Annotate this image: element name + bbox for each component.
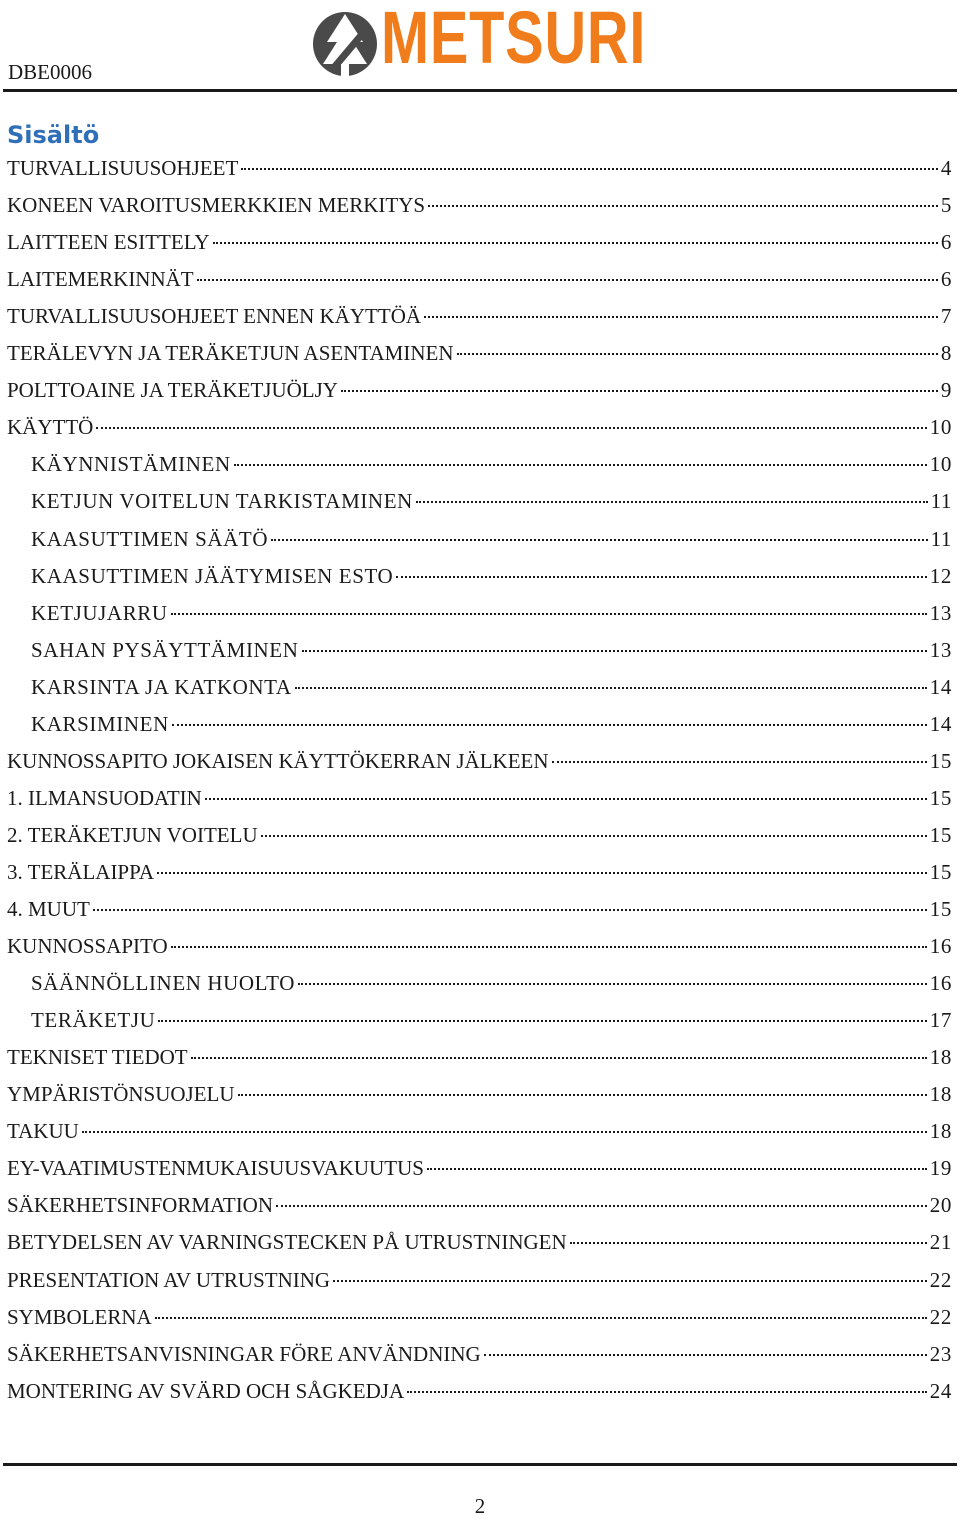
- toc-entry[interactable]: [7, 1299, 952, 1335]
- toc-entry-page: 18: [929, 1045, 952, 1070]
- toc-entry-page: 18: [929, 1119, 952, 1144]
- toc-entry-page: 19: [929, 1156, 952, 1181]
- toc-dot-leader: [333, 1280, 927, 1282]
- toc-entry-label: TURVALLISUUSOHJEET: [7, 156, 239, 180]
- toc-entry[interactable]: [7, 335, 952, 371]
- toc-entry-label: KONEEN VAROITUSMERKKIEN MERKITYS: [7, 193, 426, 218]
- toc-entry-page: 4: [940, 156, 952, 180]
- toc-entry-label: 2. TERÄKETJUN VOITELU: [7, 822, 258, 847]
- toc-entry-page: 15: [929, 785, 952, 810]
- page-number: 2: [474, 1494, 486, 1518]
- toc-entry-label: 3. TERÄLAIPPA: [7, 859, 155, 884]
- toc-entry[interactable]: [31, 1002, 952, 1038]
- toc-dot-leader: [96, 427, 926, 429]
- toc-entry-page: 13: [929, 637, 952, 662]
- toc-entry[interactable]: [31, 965, 952, 1001]
- toc-entry[interactable]: [7, 1187, 952, 1223]
- toc-entry[interactable]: [7, 854, 952, 890]
- toc-entry-label: SÄÄNNÖLLINEN HUOLTO: [31, 971, 295, 996]
- tree-emblem-icon: [311, 6, 379, 82]
- toc-entry[interactable]: [31, 558, 952, 594]
- page-header: [0, 0, 960, 92]
- toc-dot-leader: [171, 946, 927, 948]
- toc-dot-leader: [213, 242, 938, 244]
- toc-dot-leader: [276, 1205, 927, 1207]
- toc-entry-page: 15: [929, 859, 952, 884]
- toc-dot-leader: [238, 1094, 927, 1096]
- toc-entry-page: 21: [929, 1230, 952, 1255]
- toc-dot-leader: [157, 872, 927, 874]
- toc-entry-label: TERÄKETJU: [31, 1008, 156, 1033]
- toc-dot-leader: [457, 353, 938, 355]
- toc-entry[interactable]: [7, 780, 952, 816]
- toc-dot-leader: [155, 1317, 927, 1319]
- toc-dot-leader: [271, 539, 927, 541]
- toc-entry-page: 18: [929, 1082, 952, 1107]
- toc-entry-page: 14: [929, 674, 952, 699]
- toc-entry-page: 22: [929, 1304, 952, 1329]
- document-code: DBE0006: [8, 60, 92, 84]
- toc-entry-label: EY-VAATIMUSTENMUKAISUUSVAKUUTUS: [7, 1156, 424, 1181]
- toc-entry-page: 6: [940, 267, 952, 292]
- toc-dot-leader: [197, 279, 938, 281]
- toc-dot-leader: [302, 650, 927, 652]
- toc-entry-page: 10: [929, 452, 952, 477]
- toc-dot-leader: [552, 761, 927, 763]
- toc-entry[interactable]: [7, 298, 952, 334]
- toc-entry[interactable]: [7, 743, 952, 779]
- toc-entry-page: 9: [940, 378, 952, 403]
- toc-entry[interactable]: [7, 1150, 952, 1186]
- toc-entry-page: 14: [929, 711, 952, 736]
- toc-entry-label: KETJUN VOITELUN TARKISTAMINEN: [31, 489, 413, 514]
- toc-entry-label: PRESENTATION AV UTRUSTNING: [7, 1267, 331, 1292]
- toc-entry[interactable]: [7, 372, 952, 408]
- toc-entry[interactable]: [7, 224, 952, 260]
- toc-entry-label: KUNNOSSAPITO: [7, 934, 168, 959]
- toc-dot-leader: [570, 1242, 927, 1244]
- toc-dot-leader: [427, 1168, 927, 1170]
- toc-entry-label: BETYDELSEN AV VARNINGSTECKEN PÅ UTRUSTNINGEN: [7, 1230, 567, 1255]
- toc-dot-leader: [298, 983, 927, 985]
- toc-dot-leader: [341, 390, 938, 392]
- toc-entry[interactable]: [7, 928, 952, 964]
- logo-wordmark: METSURI: [381, 0, 647, 79]
- toc-entry[interactable]: [31, 632, 952, 668]
- toc-entry[interactable]: [7, 150, 952, 186]
- toc-dot-leader: [82, 1131, 927, 1133]
- toc-dot-leader: [407, 1391, 927, 1393]
- toc-entry[interactable]: [7, 1336, 952, 1372]
- toc-dot-leader: [234, 464, 927, 466]
- toc-entry-label: TURVALLISUUSOHJEET ENNEN KÄYTTÖÄ: [7, 304, 422, 329]
- toc-entry-page: 15: [929, 748, 952, 773]
- toc-entry-page: 6: [940, 230, 952, 255]
- toc-entry-page: 7: [940, 304, 952, 329]
- toc-entry[interactable]: [31, 669, 952, 705]
- toc-title: Sisältö: [7, 121, 100, 149]
- toc-dot-leader: [416, 501, 928, 503]
- toc-entry-label: YMPÄRISTÖNSUOJELU: [7, 1082, 235, 1107]
- toc-entry[interactable]: [31, 483, 952, 519]
- toc-entry-label: KUNNOSSAPITO JOKAISEN KÄYTTÖKERRAN JÄLKEEN: [7, 748, 549, 773]
- toc-entry[interactable]: [7, 1113, 952, 1149]
- toc-entry-label: 4. MUUT: [7, 897, 90, 921]
- toc-entry-page: 11: [930, 526, 952, 551]
- toc-entry-label: SÄKERHETSANVISNINGAR FÖRE ANVÄNDNING: [7, 1341, 481, 1366]
- toc-entry-page: 5: [940, 193, 952, 218]
- toc-entry[interactable]: [31, 521, 952, 557]
- toc-entry-page: 12: [929, 563, 952, 588]
- toc-entry-label: KÄYNNISTÄMINEN: [31, 452, 231, 477]
- header-divider: [3, 89, 957, 92]
- toc-entry[interactable]: [31, 706, 952, 742]
- toc-entry-page: 10: [929, 415, 952, 440]
- toc-entry-page: 8: [940, 341, 952, 366]
- metsuri-logo: [311, 0, 647, 86]
- toc-entry[interactable]: [7, 1039, 952, 1075]
- toc-entry[interactable]: [31, 595, 952, 631]
- toc-entry-label: TAKUU: [7, 1119, 79, 1144]
- toc-entry-page: 16: [929, 971, 952, 996]
- toc-dot-leader: [396, 576, 926, 578]
- toc-entry-page: 23: [929, 1341, 952, 1366]
- toc-entry-page: 24: [929, 1378, 952, 1403]
- toc-entry-label: KAASUTTIMEN JÄÄTYMISEN ESTO: [31, 563, 394, 588]
- toc-entry[interactable]: [31, 446, 952, 482]
- toc-entry-label: KARSINTA JA KATKONTA: [31, 674, 292, 699]
- toc-entry[interactable]: [7, 1262, 952, 1298]
- toc-entry[interactable]: [7, 1373, 952, 1409]
- toc-dot-leader: [261, 835, 927, 837]
- toc-dot-leader: [241, 168, 938, 170]
- toc-entry-label: SYMBOLERNA: [7, 1304, 152, 1329]
- toc-entry-label: MONTERING AV SVÄRD OCH SÅGKEDJA: [7, 1378, 405, 1403]
- toc-entry-label: 1. ILMANSUODATIN: [7, 785, 202, 810]
- toc-entry-label: LAITEMERKINNÄT: [7, 267, 194, 292]
- toc-entry[interactable]: [7, 409, 952, 445]
- toc-entry[interactable]: [7, 1224, 952, 1260]
- toc-entry-page: 17: [929, 1008, 952, 1033]
- toc-entry-page: 22: [929, 1267, 952, 1292]
- toc-entry-label: LAITTEEN ESITTELY: [7, 230, 210, 255]
- toc-entry-label: KÄYTTÖ: [7, 415, 94, 440]
- toc-dot-leader: [205, 798, 927, 800]
- toc-entry-label: TEKNISET TIEDOT: [7, 1045, 188, 1070]
- toc-entry-label: TERÄLEVYN JA TERÄKETJUN ASENTAMINEN: [7, 341, 454, 366]
- toc-entry-label: SÄKERHETSINFORMATION: [7, 1193, 274, 1218]
- toc-entry-label: POLTTOAINE JA TERÄKETJUÖLJY: [7, 378, 338, 403]
- toc-entry-page: 15: [929, 897, 952, 921]
- footer-divider: [3, 1463, 957, 1466]
- toc-dot-leader: [295, 687, 927, 689]
- toc-entry[interactable]: [7, 187, 952, 223]
- toc-entry-label: KETJUJARRU: [31, 600, 168, 625]
- toc-dot-leader: [158, 1020, 926, 1022]
- toc-dot-leader: [484, 1354, 927, 1356]
- toc-entry[interactable]: [7, 261, 952, 297]
- toc-dot-leader: [428, 205, 938, 207]
- toc-dot-leader: [171, 613, 927, 615]
- toc-dot-leader: [93, 909, 927, 911]
- toc-entry[interactable]: [7, 1076, 952, 1112]
- toc-entry-label: KAASUTTIMEN SÄÄTÖ: [31, 526, 269, 551]
- toc-entry-page: 20: [929, 1193, 952, 1218]
- toc-dot-leader: [191, 1057, 927, 1059]
- toc-entry-page: 13: [929, 600, 952, 625]
- toc-dot-leader: [424, 316, 938, 318]
- toc-entry-label: SAHAN PYSÄYTTÄMINEN: [31, 637, 299, 662]
- toc-dot-leader: [172, 724, 927, 726]
- toc-entry-page: 15: [929, 822, 952, 847]
- toc-entry-page: 16: [929, 934, 952, 959]
- toc-entry-label: KARSIMINEN: [31, 711, 169, 736]
- toc-entry[interactable]: [7, 817, 952, 853]
- toc-entry-page: 11: [930, 489, 952, 514]
- toc-entry[interactable]: [7, 891, 952, 927]
